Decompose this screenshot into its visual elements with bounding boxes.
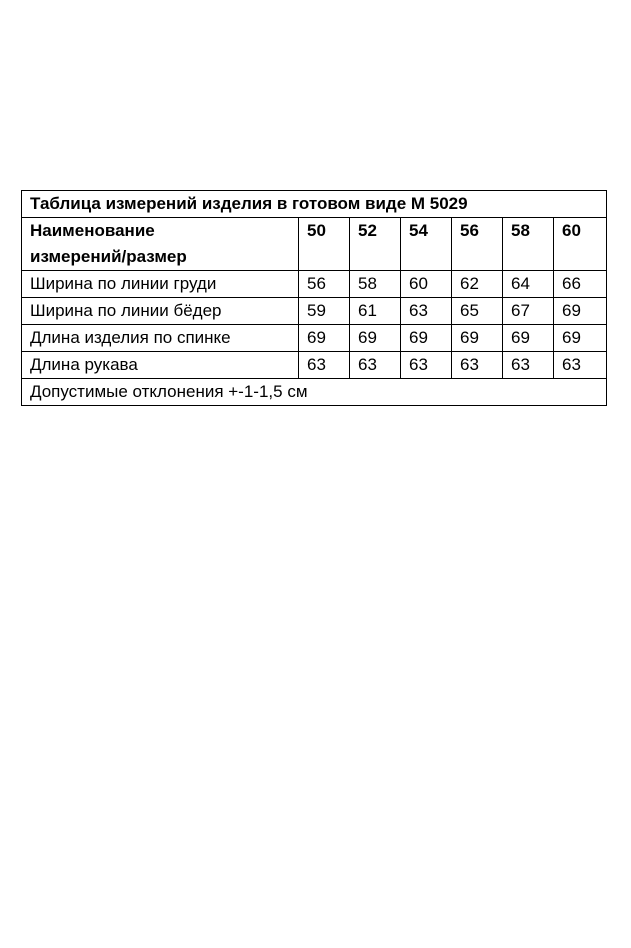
table-cell: 69 (554, 298, 607, 325)
table-cell: 69 (554, 325, 607, 352)
table-cell: 61 (350, 298, 401, 325)
note-row (22, 379, 607, 406)
table-cell: 63 (554, 352, 607, 379)
size-table (21, 190, 607, 406)
row-label: Ширина по линии бёдер (22, 298, 299, 325)
table-cell: 66 (554, 271, 607, 298)
table-cell: 63 (299, 352, 350, 379)
title-row (22, 191, 607, 218)
size-58: 58 (503, 218, 554, 271)
table-cell: 56 (299, 271, 350, 298)
table-cell: 63 (350, 352, 401, 379)
table-cell: 69 (299, 325, 350, 352)
table-cell: 69 (503, 325, 554, 352)
tolerance-note: Допустимые отклонения +-1-1,5 см (22, 379, 607, 406)
table-row-hip-width (22, 298, 607, 325)
table-cell: 63 (401, 352, 452, 379)
size-56: 56 (452, 218, 503, 271)
table-row-sleeve-length (22, 352, 607, 379)
table-title: Таблица измерений изделия в готовом виде М 5029 (22, 191, 607, 218)
table-cell: 69 (452, 325, 503, 352)
table-row-chest-width (22, 271, 607, 298)
table-cell: 58 (350, 271, 401, 298)
table-cell: 59 (299, 298, 350, 325)
table-cell: 60 (401, 271, 452, 298)
size-50: 50 (299, 218, 350, 271)
table-cell: 69 (350, 325, 401, 352)
size-60: 60 (554, 218, 607, 271)
table-row-back-length (22, 325, 607, 352)
table-cell: 62 (452, 271, 503, 298)
header-label (22, 218, 299, 271)
table-cell: 63 (401, 298, 452, 325)
header-row (22, 218, 607, 271)
row-label: Ширина по линии груди (22, 271, 299, 298)
row-label: Длина изделия по спинке (22, 325, 299, 352)
table-cell: 69 (401, 325, 452, 352)
header-label-line1: Наименование (30, 221, 155, 240)
size-52: 52 (350, 218, 401, 271)
row-label: Длина рукава (22, 352, 299, 379)
table-cell: 64 (503, 271, 554, 298)
table-cell: 67 (503, 298, 554, 325)
header-label-line2: измерений/размер (30, 247, 187, 266)
size-54: 54 (401, 218, 452, 271)
table-cell: 63 (503, 352, 554, 379)
table-cell: 65 (452, 298, 503, 325)
table-cell: 63 (452, 352, 503, 379)
